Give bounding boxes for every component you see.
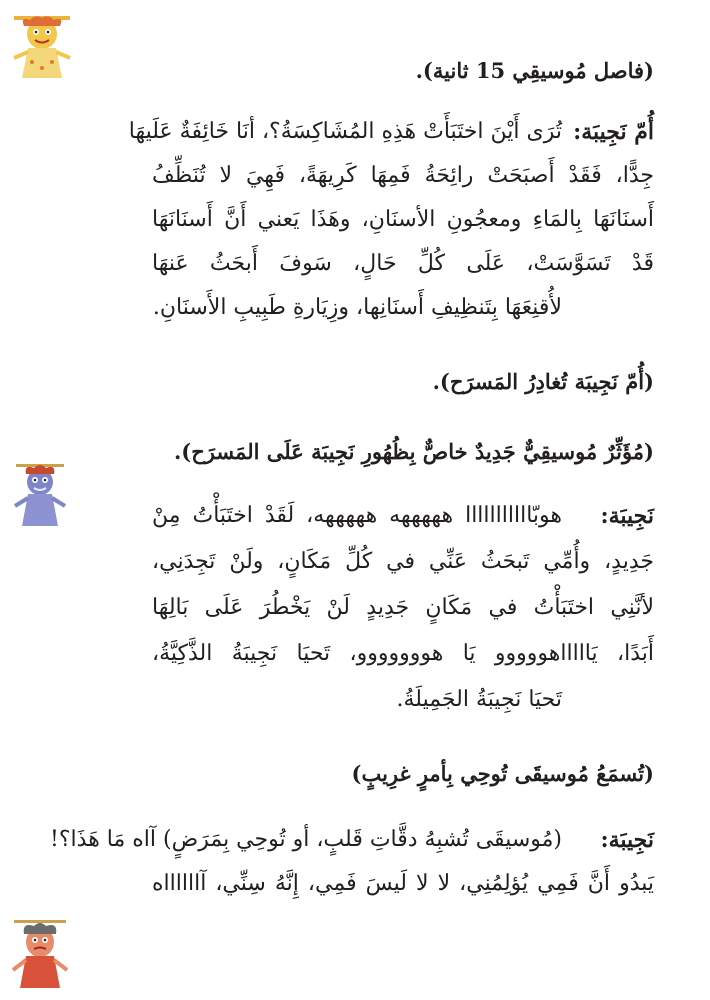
dialogue-line: لأُقنِعَهَا بِتَنظِيفِ أَسنَانِها، وزِيَارةِ طَبِيبِ الأَسنَانِ. <box>152 295 562 320</box>
speaker-label: نَجِيبَة: <box>600 827 654 853</box>
puppet-najiba-icon <box>12 462 68 528</box>
stage-direction: (أُمّ نَجِيبَة تُغادِرُ المَسرَح). <box>432 369 654 394</box>
dialogue-line: جَدِيدٍ، وأُمِّي تَبحَثُ عَنِّي في كُلِّ مَكَانٍ، ولَنْ تَجِدَنِي، <box>152 549 654 574</box>
stage-direction: (فاصل مُوسيقِي 15 ثانية). <box>415 58 654 83</box>
dialogue-line: تَحيَا نَجِيبَةُ الجَمِيلَةُ. <box>396 687 562 712</box>
speaker-label: أُمّ نَجِيبَة: <box>573 119 654 145</box>
dialogue-line: تُرَى أَيْنَ اختَبَأَتْ هَذِهِ المُشَاكِسَةُ؟، أنَا خَائِفَةٌ عَلَيهَا <box>128 119 562 144</box>
dialogue-line: قَدْ تَسَوَّسَتْ، عَلَى كُلِّ حَالٍ، سَوفَ أَبحَثُ عَنهَا <box>152 251 654 276</box>
dialogue-line: جِدًّا، فَقَدْ أَصبَحَتْ رائِحَةُ فَمِهَا كَرِيهَةً، فَهِيَ لا تُنَظِّفُ <box>152 163 654 188</box>
dialogue-line: (مُوسيقَى تُشبِهُ دقَّاتِ قَلبٍ، أو تُوحِي بِمَرَضٍ) آاه مَا هَذَا؟! <box>50 827 562 852</box>
dialogue-line: لأنَّنِي اختَبَأْتُ في مَكَانٍ جَدِيدٍ لَنْ يَخْطُرَ عَلَى بَالِهَا <box>152 595 654 620</box>
dialogue-line: هوبّااااااااااا هههههه هههههه، لَقَدْ اختَبَأْتُ مِنْ <box>152 503 562 528</box>
stage-direction: (مُؤَثِّرٌ مُوسيقِيٌّ جَدِيدٌ خاصٌّ بِظُهُورِ نَجِيبَة عَلَى المَسرَح). <box>174 439 654 464</box>
dialogue-line: أَسنَانَهَا بِالمَاءِ ومعجُونِ الأسنَانِ، وهَذَا يَعني أَنَّ أَسنَانَهَا <box>152 207 654 232</box>
dialogue-line: أَبَدًا، يَاااااهووووو يَا هووووووو، تَحيَا نَجِيبَةُ الذَّكِيَّةُ، <box>152 641 654 666</box>
puppet-mother-icon <box>10 12 74 80</box>
dialogue-line: يَبدُو أَنَّ فَمِي يُؤلِمُنِي، لا لا لَيسَ فَمِي، إِنَّهُ سِنِّي، آااااااه <box>152 871 654 896</box>
speaker-label: نَجِيبَة: <box>600 503 654 529</box>
puppet-najiba-sick-icon <box>10 918 70 990</box>
stage-direction: (تُسمَعُ مُوسيقَى تُوحِي بِأمرٍ غرِيبٍ) <box>351 761 654 786</box>
